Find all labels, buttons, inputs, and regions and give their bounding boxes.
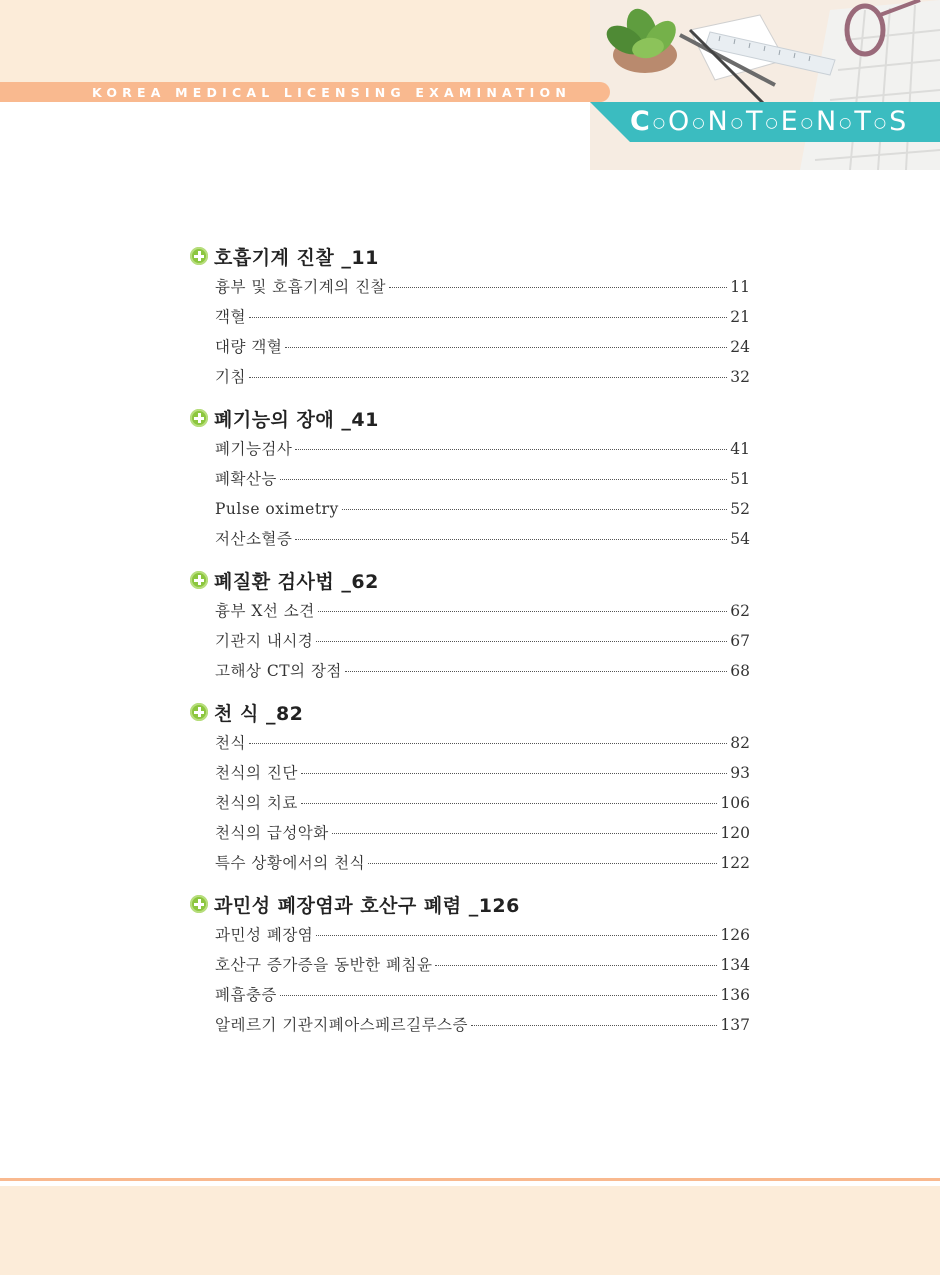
- dot-leader: [249, 317, 727, 318]
- contents-letter: S: [889, 106, 908, 137]
- entry-page: 122: [720, 854, 750, 872]
- dot-separator-icon: ○: [692, 114, 706, 131]
- footer-divider: [0, 1178, 940, 1181]
- dot-leader: [471, 1025, 717, 1026]
- toc-entry[interactable]: [215, 362, 750, 392]
- section-title: 과민성 폐장염과 호산구 폐렴 _126: [214, 894, 520, 917]
- contents-letter: O: [668, 106, 691, 137]
- toc-entry[interactable]: [215, 1010, 750, 1040]
- dot-leader: [435, 965, 717, 966]
- entry-page: 120: [720, 824, 750, 842]
- toc-entry[interactable]: [215, 464, 750, 494]
- entry-label: 특수 상황에서의 천식: [215, 854, 366, 872]
- plus-circle-icon: [190, 409, 208, 427]
- dot-separator-icon: ○: [765, 114, 779, 131]
- toc-entry[interactable]: [215, 626, 750, 656]
- section-title: 천 식 _82: [214, 702, 304, 725]
- entry-label: 기침: [215, 368, 246, 386]
- dot-leader: [301, 773, 727, 774]
- entry-label: 천식의 진단: [215, 764, 298, 782]
- dot-separator-icon: ○: [652, 114, 667, 131]
- dot-leader: [342, 509, 728, 510]
- entry-label: 천식: [215, 734, 246, 752]
- dot-separator-icon: ○: [839, 114, 853, 131]
- desk-photo-illustration: [590, 0, 940, 170]
- toc-entry[interactable]: [215, 272, 750, 302]
- toc-entry[interactable]: [215, 302, 750, 332]
- page-footer: [0, 1186, 940, 1275]
- entry-label: 대량 객혈: [215, 338, 283, 356]
- toc-entry[interactable]: [215, 728, 750, 758]
- entry-label: 객혈: [215, 308, 246, 326]
- entry-page: 21: [730, 308, 750, 326]
- plus-circle-icon: [190, 571, 208, 589]
- entry-page: 11: [730, 278, 750, 296]
- entry-label: 기관지 내시경: [215, 632, 314, 650]
- entry-page: 24: [730, 338, 750, 356]
- toc-entry[interactable]: [215, 596, 750, 626]
- entry-page: 134: [720, 956, 750, 974]
- dot-leader: [280, 995, 718, 996]
- dot-separator-icon: ○: [730, 114, 744, 131]
- entry-page: 126: [720, 926, 750, 944]
- dot-leader: [316, 641, 727, 642]
- section-header[interactable]: [190, 888, 750, 920]
- section-header[interactable]: [190, 240, 750, 272]
- section-header[interactable]: [190, 564, 750, 596]
- entry-page: 54: [730, 530, 750, 548]
- contents-letter: T: [745, 106, 764, 137]
- toc-entry[interactable]: [215, 758, 750, 788]
- dot-separator-icon: ○: [873, 114, 888, 131]
- entry-label: Pulse oximetry: [215, 500, 339, 518]
- contents-letter: T: [854, 106, 872, 137]
- toc-section: [190, 696, 750, 878]
- toc-entry[interactable]: [215, 494, 750, 524]
- entry-page: 52: [730, 500, 750, 518]
- entry-label: 폐확산능: [215, 470, 277, 488]
- dot-leader: [295, 539, 727, 540]
- plus-circle-icon: [190, 895, 208, 913]
- plus-circle-icon: [190, 247, 208, 265]
- toc-entry[interactable]: [215, 434, 750, 464]
- entry-label: 폐흡충증: [215, 986, 277, 1004]
- dot-leader: [318, 611, 728, 612]
- dot-leader: [280, 479, 727, 480]
- dot-leader: [301, 803, 718, 804]
- toc-entry[interactable]: [215, 920, 750, 950]
- entry-page: 137: [720, 1016, 750, 1034]
- entry-page: 93: [730, 764, 750, 782]
- entry-label: 천식의 치료: [215, 794, 298, 812]
- dot-leader: [316, 935, 717, 936]
- toc-entry[interactable]: [215, 980, 750, 1010]
- plus-circle-icon: [190, 703, 208, 721]
- toc-entry[interactable]: [215, 788, 750, 818]
- entry-label: 흉부 및 호흡기계의 진찰: [215, 278, 387, 296]
- exam-title-band: KOREA MEDICAL LICENSING EXAMINATION: [92, 85, 571, 100]
- toc-entry[interactable]: [215, 656, 750, 686]
- entry-label: 흉부 X선 소견: [215, 602, 315, 620]
- toc-entry[interactable]: [215, 818, 750, 848]
- toc-section: [190, 564, 750, 686]
- dot-leader: [389, 287, 727, 288]
- dot-leader: [295, 449, 727, 450]
- entry-label: 과민성 폐장염: [215, 926, 314, 944]
- entry-label: 알레르기 기관지폐아스페르길루스증: [215, 1016, 468, 1034]
- entry-label: 호산구 증가증을 동반한 폐침윤: [215, 956, 433, 974]
- entry-page: 82: [730, 734, 750, 752]
- contents-heading: [630, 104, 907, 140]
- entry-page: 41: [730, 440, 750, 458]
- section-title: 폐기능의 장애 _41: [214, 408, 379, 431]
- toc-entry[interactable]: [215, 848, 750, 878]
- section-header[interactable]: [190, 402, 750, 434]
- entry-label: 저산소혈증: [215, 530, 293, 548]
- entry-page: 106: [720, 794, 750, 812]
- table-of-contents: [190, 240, 750, 1050]
- dot-leader: [249, 377, 727, 378]
- toc-entry[interactable]: [215, 524, 750, 554]
- section-title: 폐질환 검사법 _62: [214, 570, 379, 593]
- toc-entry[interactable]: [215, 950, 750, 980]
- entry-page: 51: [730, 470, 750, 488]
- toc-section: [190, 888, 750, 1040]
- entry-page: 136: [720, 986, 750, 1004]
- contents-letter: C: [630, 106, 651, 137]
- entry-label: 고해상 CT의 장점: [215, 662, 342, 680]
- entry-page: 62: [730, 602, 750, 620]
- toc-entry[interactable]: [215, 332, 750, 362]
- dot-leader: [345, 671, 727, 672]
- entry-label: 폐기능검사: [215, 440, 293, 458]
- contents-letter: E: [780, 106, 799, 137]
- toc-section: [190, 402, 750, 554]
- entry-page: 68: [730, 662, 750, 680]
- section-header[interactable]: [190, 696, 750, 728]
- dot-leader: [249, 743, 727, 744]
- contents-letter: N: [815, 106, 838, 137]
- entry-page: 32: [730, 368, 750, 386]
- dot-separator-icon: ○: [800, 114, 814, 131]
- toc-section: [190, 240, 750, 392]
- entry-page: 67: [730, 632, 750, 650]
- section-title: 호흡기계 진찰 _11: [214, 246, 379, 269]
- dot-leader: [285, 347, 727, 348]
- dot-leader: [332, 833, 718, 834]
- dot-leader: [368, 863, 717, 864]
- contents-letter: N: [707, 106, 729, 137]
- entry-label: 천식의 급성악화: [215, 824, 329, 842]
